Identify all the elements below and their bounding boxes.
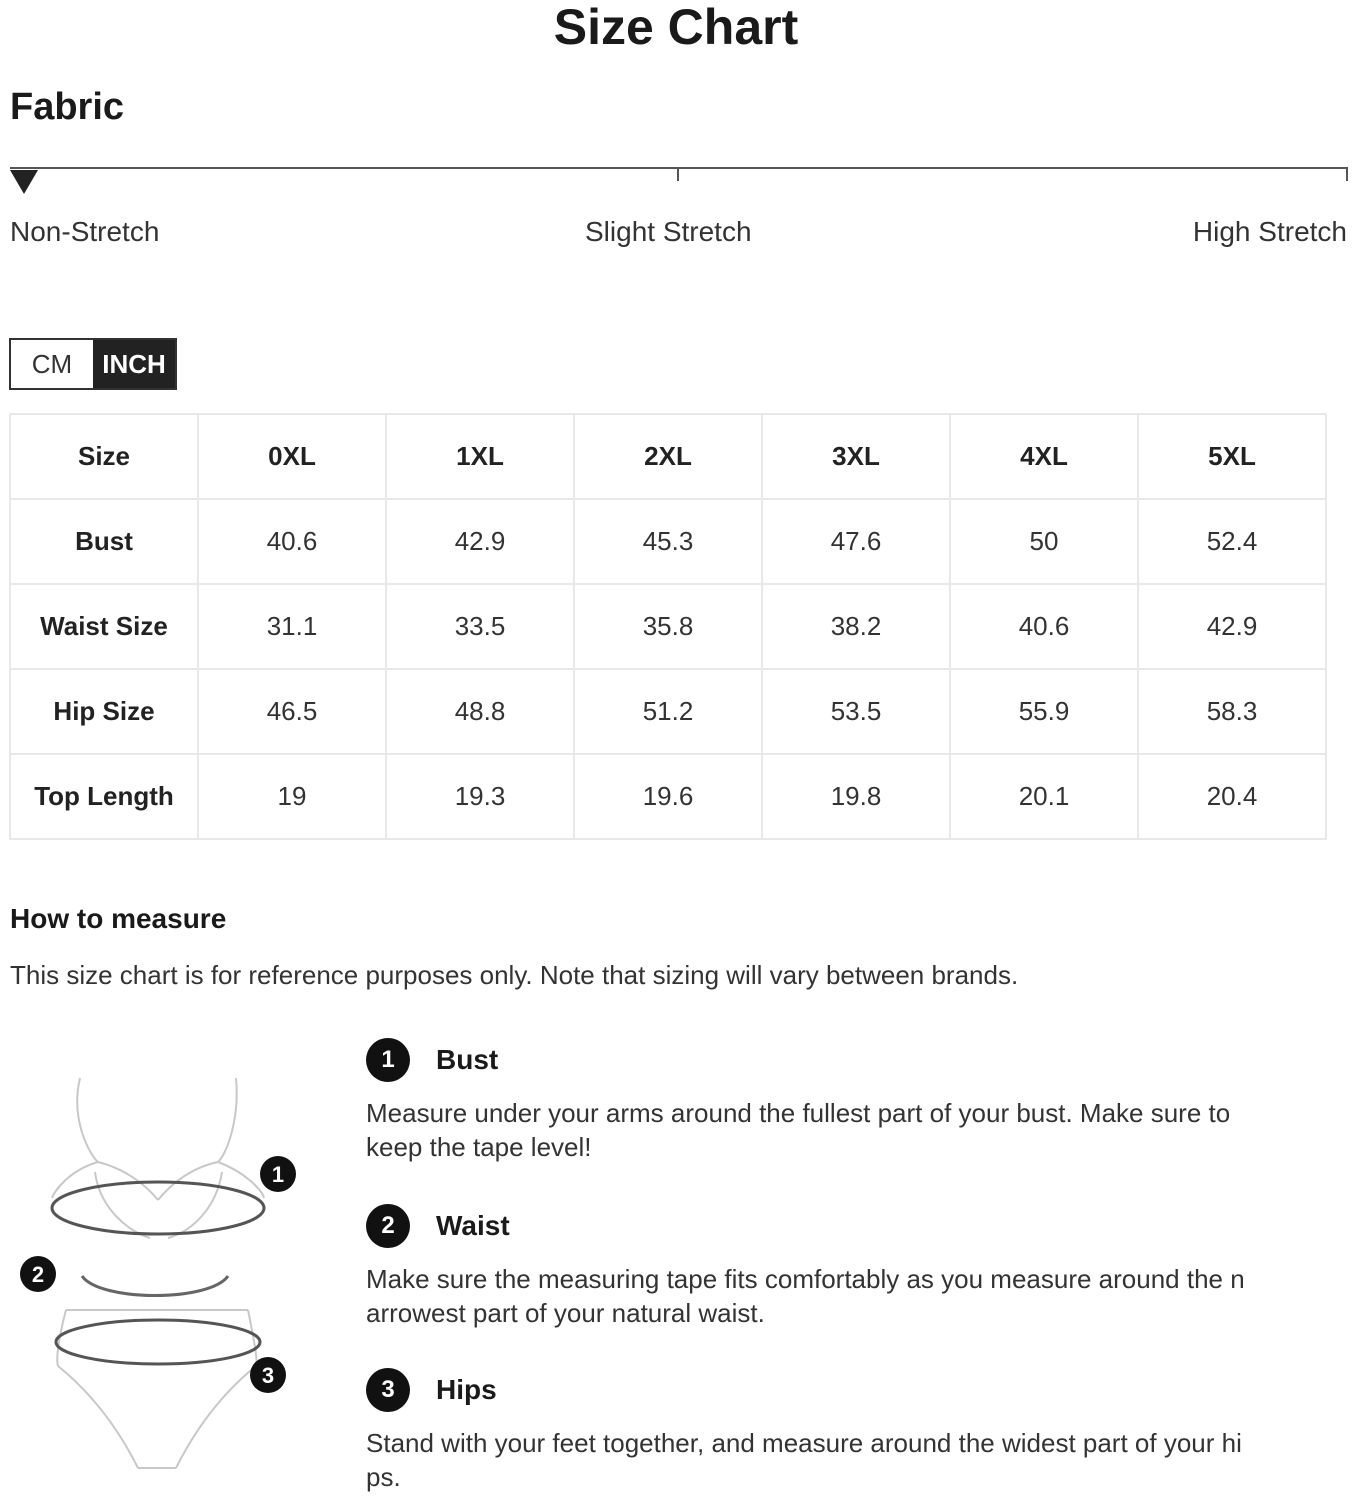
table-cell: 20.1 <box>950 754 1138 839</box>
table-cell: 19 <box>198 754 386 839</box>
table-cell: 52.4 <box>1138 499 1326 584</box>
figure-badge-2: 2 <box>31 1262 45 1287</box>
table-cell: 19.6 <box>574 754 762 839</box>
step-bust <box>366 1038 1256 1164</box>
header-cell: 4XL <box>950 414 1138 499</box>
table-cell: 42.9 <box>386 499 574 584</box>
stretch-pointer-icon <box>10 170 38 194</box>
table-cell: 33.5 <box>386 584 574 669</box>
table-cell: 47.6 <box>762 499 950 584</box>
step-title: Hips <box>436 1374 497 1405</box>
step-title: Waist <box>436 1210 510 1241</box>
table-cell: 46.5 <box>198 669 386 754</box>
waist-tape-icon <box>82 1276 228 1296</box>
table-row <box>10 584 1326 669</box>
table-cell: 55.9 <box>950 669 1138 754</box>
table-cell: 31.1 <box>198 584 386 669</box>
table-cell: 38.2 <box>762 584 950 669</box>
header-cell: 1XL <box>386 414 574 499</box>
table-cell: 45.3 <box>574 499 762 584</box>
table-cell: 50 <box>950 499 1138 584</box>
table-cell: 51.2 <box>574 669 762 754</box>
table-cell: 19.8 <box>762 754 950 839</box>
how-to-measure-heading: How to measure <box>10 903 227 934</box>
header-cell: 5XL <box>1138 414 1326 499</box>
table-cell: 19.3 <box>386 754 574 839</box>
step-description: Make sure the measuring tape fits comfortably as you measure around the narrowest part of your natural waist. <box>366 1264 1245 1328</box>
table-row <box>10 499 1326 584</box>
bikini-bottom-icon <box>57 1310 256 1468</box>
row-label: Top Length <box>10 754 198 839</box>
header-cell: Size <box>10 414 198 499</box>
table-cell: 35.8 <box>574 584 762 669</box>
table-cell: 40.6 <box>198 499 386 584</box>
step-title: Bust <box>436 1044 499 1075</box>
row-label: Hip Size <box>10 669 198 754</box>
bikini-measure-figure <box>0 1060 320 1480</box>
step-description: Stand with your feet together, and measure around the widest part of your hips. <box>366 1428 1242 1492</box>
row-label: Bust <box>10 499 198 584</box>
unit-toggle <box>9 338 177 390</box>
step-waist <box>366 1204 1256 1330</box>
unit-inch-button[interactable]: INCH <box>93 340 175 388</box>
page-title: Size Chart <box>553 0 799 55</box>
fabric-heading: Fabric <box>10 86 125 128</box>
table-cell: 40.6 <box>950 584 1138 669</box>
table-cell: 48.8 <box>386 669 574 754</box>
step-hips <box>366 1368 1256 1494</box>
table-cell: 53.5 <box>762 669 950 754</box>
size-table <box>9 413 1327 840</box>
table-row <box>10 669 1326 754</box>
step-number-badge: 1 <box>366 1038 410 1082</box>
step-number-badge: 3 <box>366 1368 410 1412</box>
table-cell: 58.3 <box>1138 669 1326 754</box>
header-cell: 0XL <box>198 414 386 499</box>
stretch-label-high: High Stretch <box>1192 216 1347 247</box>
stretch-scale <box>10 167 1348 169</box>
step-description: Measure under your arms around the fullest part of your bust. Make sure to keep the tape level! <box>366 1098 1231 1162</box>
figure-badge-1: 1 <box>271 1162 285 1187</box>
stretch-label-non: Non-Stretch <box>10 216 160 247</box>
table-cell: 20.4 <box>1138 754 1326 839</box>
row-label: Waist Size <box>10 584 198 669</box>
table-row <box>10 754 1326 839</box>
stretch-tick-middle <box>677 167 679 181</box>
hips-tape-icon <box>56 1320 260 1364</box>
header-cell: 3XL <box>762 414 950 499</box>
stretch-tick-right <box>1346 167 1348 181</box>
table-header-row <box>10 414 1326 499</box>
bust-tape-icon <box>52 1182 264 1234</box>
step-number-badge: 2 <box>366 1204 410 1248</box>
bikini-top-icon <box>52 1078 264 1238</box>
figure-badge-3: 3 <box>261 1363 275 1388</box>
reference-note: This size chart is for reference purposes only. Note that sizing will vary between brands. <box>10 960 1019 990</box>
unit-cm-button[interactable]: CM <box>11 340 93 388</box>
stretch-label-slight: Slight Stretch <box>585 216 752 247</box>
table-cell: 42.9 <box>1138 584 1326 669</box>
header-cell: 2XL <box>574 414 762 499</box>
